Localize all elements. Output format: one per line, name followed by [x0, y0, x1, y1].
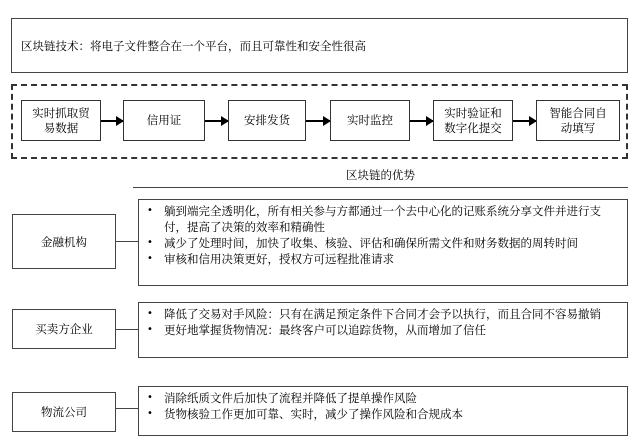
advantage-point: • 更好地掌握货物情况：最终客户可以追踪货物，从而增加了信任	[145, 322, 621, 338]
advantages-logistics	[138, 386, 628, 436]
flow-step-4: 实时监控	[330, 100, 410, 141]
entity-buyers-sellers	[12, 309, 116, 349]
advantage-point: • 审核和信用决策更好，授权方可远程批准请求	[145, 251, 621, 267]
flow-arrow-4	[410, 120, 433, 122]
banner-text: 区块链技术：将电子文件整合在一个平台，而且可靠性和安全性很高	[21, 38, 366, 53]
entity-financial-institutions	[12, 214, 116, 269]
advantage-point: • 减少了处理时间，加快了收集、核验、评估和确保所需文件和财务数据的周转时间	[145, 235, 621, 251]
flow-step-1: 实时抓取贸 易数据	[21, 100, 101, 141]
entity-label: 买卖方企业	[35, 322, 93, 336]
flow-step-5: 实时验证和 数字化提交	[433, 100, 513, 141]
top-banner	[11, 18, 628, 73]
entity-label: 金融机构	[41, 234, 87, 249]
advantages-buyers-sellers	[138, 302, 628, 358]
advantages-financial-institutions	[138, 199, 628, 286]
entity-logistics	[12, 392, 116, 432]
flow-step-2: 信用证	[123, 100, 205, 141]
advantage-point: • 消除纸质文件后加快了流程并降低了提单操作风险	[145, 390, 621, 406]
flow-step-3: 安排发货	[228, 100, 306, 141]
entity-label: 物流公司	[41, 405, 87, 419]
flow-arrow-2	[205, 120, 228, 122]
advantage-point: • 降低了交易对手风险：只有在满足预定条件下合同才会予以执行，而且合同不容易撤销	[145, 306, 621, 322]
entity-connector	[116, 329, 138, 330]
advantages-title: 区块链的优势	[346, 168, 415, 182]
entity-connector	[116, 408, 138, 409]
flow-arrow-1	[101, 120, 123, 122]
advantage-point: • 货物核验工作更加可靠、实时，减少了操作风险和合规成本	[145, 406, 621, 422]
entity-connector	[116, 241, 138, 242]
flow-step-6: 智能合同自 动填写	[536, 100, 620, 141]
advantages-divider	[133, 187, 628, 188]
flow-arrow-5	[513, 120, 536, 122]
flow-arrow-3	[306, 120, 330, 122]
advantage-point: • 躺到端完全透明化，所有相关参与方都通过一个去中心化的记账系统分享文件并进行支付，提高了决策的效率和精确性	[145, 203, 621, 235]
